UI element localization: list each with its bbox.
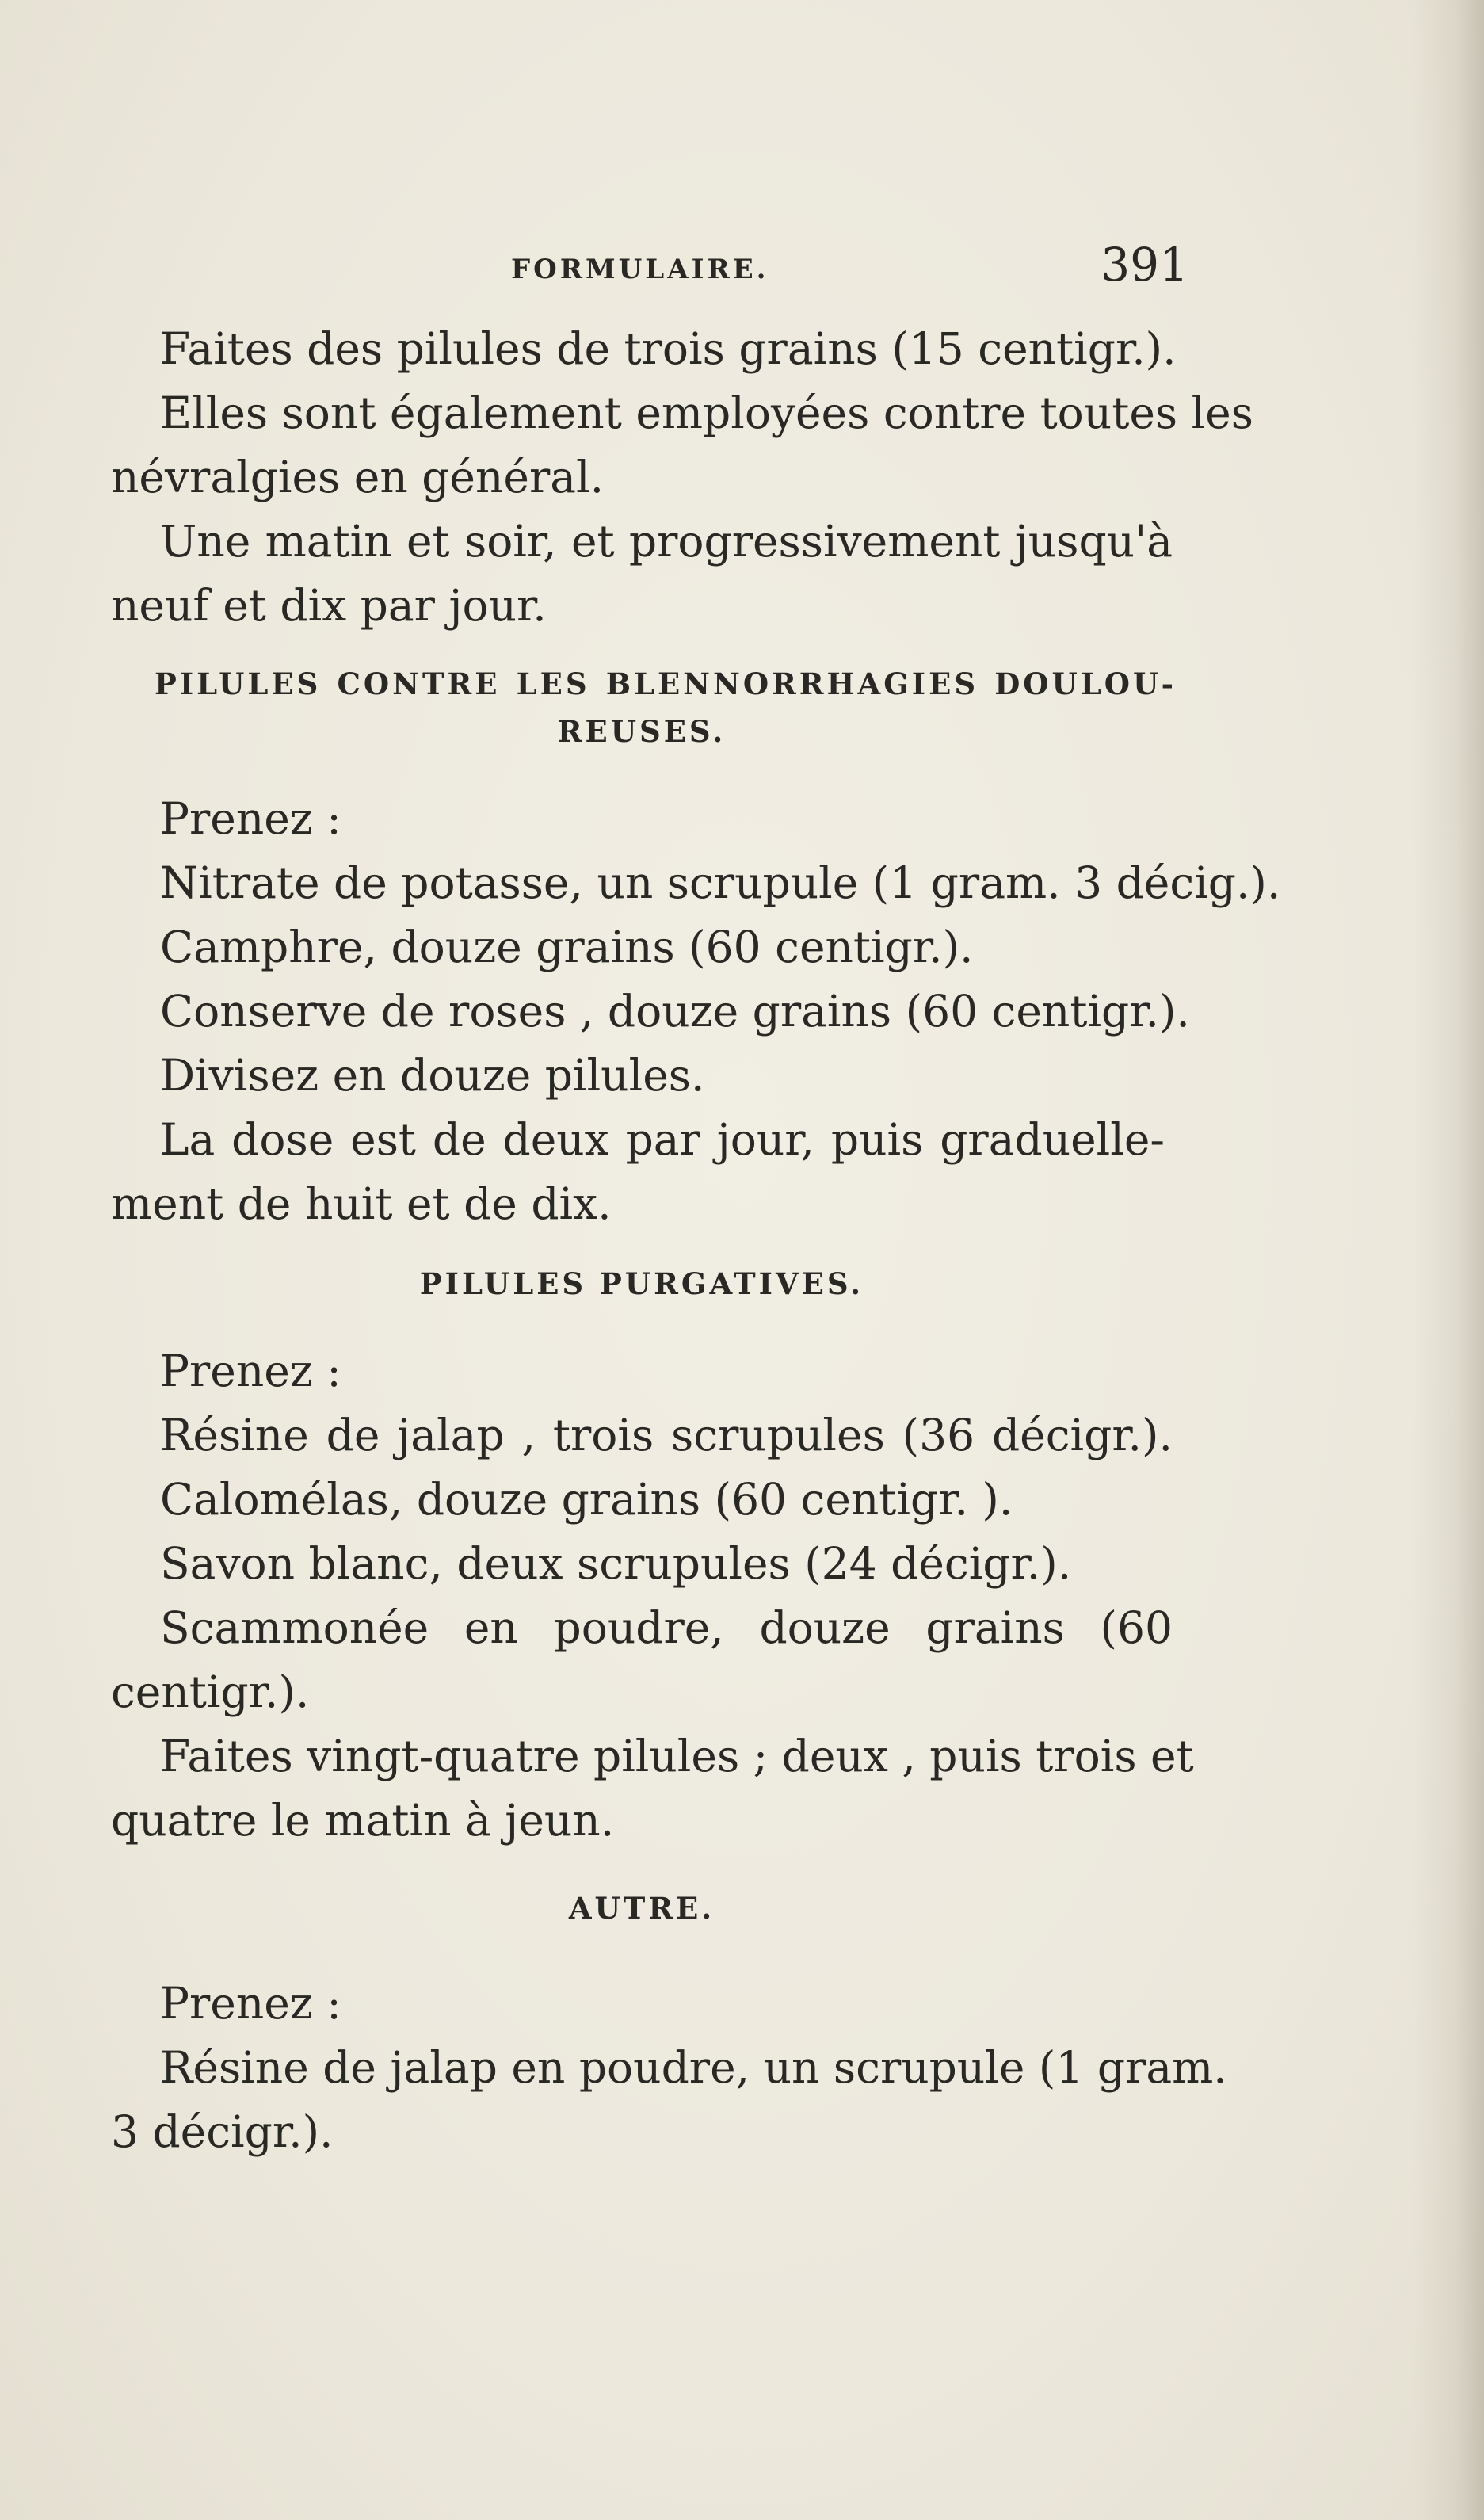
text-line: Divisez en douze pilules. bbox=[160, 1050, 705, 1101]
text-line: 3 décigr.). bbox=[111, 2106, 334, 2157]
text-line: Savon blanc, deux scrupules (24 décigr.). bbox=[160, 1538, 1072, 1589]
text-line: centigr.). bbox=[111, 1667, 310, 1717]
text-line: La dose est de deux par jour, puis graduelle- bbox=[160, 1114, 1165, 1165]
text-line: Une matin et soir, et progressivement jusqu'à bbox=[160, 516, 1173, 567]
section-heading: PILULES PURGATIVES. bbox=[419, 1266, 864, 1301]
section-intro bbox=[111, 317, 1253, 638]
text-line: ment de huit et de dix. bbox=[111, 1178, 612, 1229]
running-head bbox=[111, 230, 1188, 317]
text-line: neuf et dix par jour. bbox=[111, 580, 547, 631]
page-number: 391 bbox=[1101, 238, 1188, 292]
text-line: Elles sont également employées contre toutes les bbox=[160, 388, 1253, 438]
text-line: Prenez : bbox=[160, 1978, 341, 2029]
text-line: névralgies en général. bbox=[111, 452, 605, 502]
section-purgatives bbox=[111, 1260, 1194, 1853]
section-heading: PILULES CONTRE LES BLENNORRHAGIES DOULOU- bbox=[155, 666, 1177, 701]
section-autre bbox=[111, 1884, 1227, 2164]
text-line: quatre le matin à jeun. bbox=[111, 1795, 615, 1846]
text-line: Camphre, douze grains (60 centigr.). bbox=[160, 922, 974, 972]
running-head-title: FORMULAIRE. bbox=[511, 254, 769, 285]
section-blennorrhagies bbox=[111, 660, 1281, 1236]
page-content bbox=[111, 230, 1281, 2164]
text-line: Prenez : bbox=[160, 1346, 341, 1396]
text-line: Résine de jalap en poudre, un scrupule (1 gram. bbox=[160, 2042, 1227, 2093]
text-line: Nitrate de potasse, un scrupule (1 gram. 3 décig.). bbox=[160, 857, 1281, 908]
text-line: Faites vingt-quatre pilules ; deux , puis trois et bbox=[160, 1731, 1194, 1781]
text-line: Scammonée en poudre, douze grains (60 bbox=[160, 1602, 1173, 1653]
text-line: Résine de jalap , trois scrupules (36 décigr.). bbox=[160, 1410, 1173, 1460]
text-line: Conserve de roses , douze grains (60 centigr.). bbox=[160, 986, 1190, 1037]
section-heading: AUTRE. bbox=[568, 1891, 715, 1926]
text-line: Faites des pilules de trois grains (15 centigr.). bbox=[160, 323, 1177, 374]
text-line: Calomélas, douze grains (60 centigr. ). bbox=[160, 1474, 1013, 1525]
section-heading-continued: REUSES. bbox=[557, 714, 727, 749]
text-line: Prenez : bbox=[160, 793, 341, 844]
page-edge-shadow bbox=[1413, 0, 1484, 2520]
